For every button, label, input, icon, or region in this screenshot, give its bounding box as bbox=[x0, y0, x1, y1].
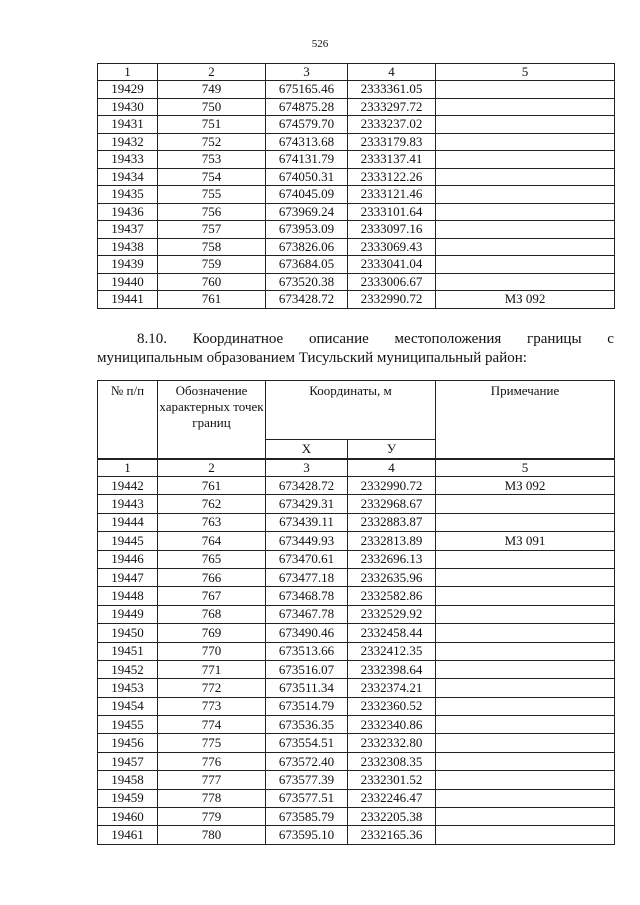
cell-y: 2332340.86 bbox=[348, 716, 436, 734]
cell-num: 19453 bbox=[98, 679, 158, 697]
cell-note bbox=[436, 116, 615, 134]
cell-x: 673467.78 bbox=[266, 605, 348, 623]
cell-note: МЗ 092 bbox=[436, 291, 615, 309]
cell-x: 673490.46 bbox=[266, 624, 348, 642]
cell-x: 674050.31 bbox=[266, 168, 348, 186]
cell-y: 2333121.46 bbox=[348, 186, 436, 204]
cell-num: 19439 bbox=[98, 256, 158, 274]
cell-note bbox=[436, 605, 615, 623]
cell-note bbox=[436, 716, 615, 734]
cell-x: 674045.09 bbox=[266, 186, 348, 204]
cell-note bbox=[436, 752, 615, 770]
table-row bbox=[98, 826, 615, 844]
cell-note bbox=[436, 513, 615, 531]
table-row bbox=[98, 642, 615, 660]
cell-note bbox=[436, 660, 615, 678]
table-row bbox=[98, 532, 615, 550]
column-number: 3 bbox=[266, 459, 348, 477]
cell-x: 673684.05 bbox=[266, 256, 348, 274]
cell-num: 19443 bbox=[98, 495, 158, 513]
cell-y: 2332968.67 bbox=[348, 495, 436, 513]
cell-x: 673595.10 bbox=[266, 826, 348, 844]
cell-note bbox=[436, 624, 615, 642]
cell-point: 764 bbox=[158, 532, 266, 550]
table-row bbox=[98, 808, 615, 826]
header-y: У bbox=[348, 440, 436, 460]
header-x: X bbox=[266, 440, 348, 460]
table-row bbox=[98, 186, 615, 204]
cell-y: 2332360.52 bbox=[348, 697, 436, 715]
cell-x: 673477.18 bbox=[266, 568, 348, 586]
cell-y: 2332332.80 bbox=[348, 734, 436, 752]
table-row bbox=[98, 697, 615, 715]
cell-y: 2332883.87 bbox=[348, 513, 436, 531]
cell-y: 2332374.21 bbox=[348, 679, 436, 697]
cell-point: 753 bbox=[158, 151, 266, 169]
cell-num: 19431 bbox=[98, 116, 158, 134]
cell-y: 2332990.72 bbox=[348, 291, 436, 309]
cell-y: 2333361.05 bbox=[348, 81, 436, 99]
cell-point: 775 bbox=[158, 734, 266, 752]
cell-x: 673577.51 bbox=[266, 789, 348, 807]
cell-point: 763 bbox=[158, 513, 266, 531]
cell-point: 759 bbox=[158, 256, 266, 274]
cell-point: 758 bbox=[158, 238, 266, 256]
cell-x: 673826.06 bbox=[266, 238, 348, 256]
cell-note bbox=[436, 256, 615, 274]
cell-num: 19451 bbox=[98, 642, 158, 660]
cell-y: 2332205.38 bbox=[348, 808, 436, 826]
table-row bbox=[98, 203, 615, 221]
cell-note bbox=[436, 151, 615, 169]
cell-y: 2333122.26 bbox=[348, 168, 436, 186]
coordinates-table bbox=[97, 380, 615, 845]
cell-x: 673969.24 bbox=[266, 203, 348, 221]
table-row bbox=[98, 752, 615, 770]
cell-x: 674131.79 bbox=[266, 151, 348, 169]
cell-y: 2332412.35 bbox=[348, 642, 436, 660]
cell-point: 767 bbox=[158, 587, 266, 605]
cell-x: 673516.07 bbox=[266, 660, 348, 678]
cell-y: 2333137.41 bbox=[348, 151, 436, 169]
table-row bbox=[98, 513, 615, 531]
paragraph-line-2: муниципальным образованием Тисульский муниципальный район: bbox=[97, 350, 527, 366]
cell-num: 19458 bbox=[98, 771, 158, 789]
cell-point: 756 bbox=[158, 203, 266, 221]
cell-point: 777 bbox=[158, 771, 266, 789]
header-designation: Обозначение характерных точек границ bbox=[158, 381, 266, 460]
cell-x: 673514.79 bbox=[266, 697, 348, 715]
cell-note bbox=[436, 133, 615, 151]
cell-point: 755 bbox=[158, 186, 266, 204]
column-number-row bbox=[98, 459, 615, 477]
table-row bbox=[98, 477, 615, 495]
cell-y: 2332165.36 bbox=[348, 826, 436, 844]
cell-point: 754 bbox=[158, 168, 266, 186]
cell-num: 19441 bbox=[98, 291, 158, 309]
column-number-row bbox=[98, 64, 615, 81]
cell-note bbox=[436, 771, 615, 789]
cell-point: 776 bbox=[158, 752, 266, 770]
cell-x: 674579.70 bbox=[266, 116, 348, 134]
coordinates-table-continued bbox=[97, 63, 615, 309]
column-number: 1 bbox=[98, 64, 158, 81]
table-row bbox=[98, 221, 615, 239]
cell-point: 766 bbox=[158, 568, 266, 586]
cell-x: 673572.40 bbox=[266, 752, 348, 770]
cell-num: 19449 bbox=[98, 605, 158, 623]
cell-note bbox=[436, 642, 615, 660]
cell-num: 19460 bbox=[98, 808, 158, 826]
cell-note bbox=[436, 789, 615, 807]
cell-note bbox=[436, 221, 615, 239]
cell-x: 673428.72 bbox=[266, 291, 348, 309]
cell-y: 2333097.16 bbox=[348, 221, 436, 239]
cell-num: 19461 bbox=[98, 826, 158, 844]
cell-note bbox=[436, 550, 615, 568]
cell-num: 19435 bbox=[98, 186, 158, 204]
cell-num: 19447 bbox=[98, 568, 158, 586]
paragraph-word: Координатное bbox=[192, 331, 284, 347]
cell-note bbox=[436, 98, 615, 116]
cell-num: 19429 bbox=[98, 81, 158, 99]
cell-note bbox=[436, 587, 615, 605]
cell-note bbox=[436, 203, 615, 221]
cell-point: 769 bbox=[158, 624, 266, 642]
column-number: 3 bbox=[266, 64, 348, 81]
cell-note: МЗ 091 bbox=[436, 532, 615, 550]
table-row bbox=[98, 568, 615, 586]
table-row bbox=[98, 734, 615, 752]
cell-point: 752 bbox=[158, 133, 266, 151]
cell-point: 780 bbox=[158, 826, 266, 844]
column-number: 4 bbox=[348, 459, 436, 477]
cell-y: 2332582.86 bbox=[348, 587, 436, 605]
cell-y: 2333237.02 bbox=[348, 116, 436, 134]
cell-num: 19459 bbox=[98, 789, 158, 807]
cell-num: 19457 bbox=[98, 752, 158, 770]
cell-num: 19452 bbox=[98, 660, 158, 678]
cell-num: 19434 bbox=[98, 168, 158, 186]
table-row bbox=[98, 550, 615, 568]
paragraph-word: с bbox=[607, 331, 614, 347]
table-row bbox=[98, 151, 615, 169]
column-number: 5 bbox=[436, 459, 615, 477]
table-row bbox=[98, 168, 615, 186]
cell-point: 762 bbox=[158, 495, 266, 513]
cell-y: 2333101.64 bbox=[348, 203, 436, 221]
table-row bbox=[98, 273, 615, 291]
cell-point: 765 bbox=[158, 550, 266, 568]
cell-note bbox=[436, 168, 615, 186]
cell-note bbox=[436, 81, 615, 99]
table-row bbox=[98, 238, 615, 256]
cell-x: 673536.35 bbox=[266, 716, 348, 734]
cell-num: 19440 bbox=[98, 273, 158, 291]
cell-num: 19436 bbox=[98, 203, 158, 221]
cell-y: 2332301.52 bbox=[348, 771, 436, 789]
cell-point: 749 bbox=[158, 81, 266, 99]
cell-point: 779 bbox=[158, 808, 266, 826]
cell-y: 2332398.64 bbox=[348, 660, 436, 678]
cell-note bbox=[436, 826, 615, 844]
cell-point: 771 bbox=[158, 660, 266, 678]
cell-x: 673468.78 bbox=[266, 587, 348, 605]
cell-x: 674875.28 bbox=[266, 98, 348, 116]
table-row bbox=[98, 716, 615, 734]
cell-point: 761 bbox=[158, 291, 266, 309]
section-paragraph bbox=[97, 330, 614, 368]
cell-x: 673577.39 bbox=[266, 771, 348, 789]
cell-y: 2332529.92 bbox=[348, 605, 436, 623]
header-num: № п/п bbox=[98, 381, 158, 460]
paragraph-word: 8.10. bbox=[137, 331, 167, 347]
column-number: 4 bbox=[348, 64, 436, 81]
cell-num: 19432 bbox=[98, 133, 158, 151]
column-number: 5 bbox=[436, 64, 615, 81]
coordinates-table-body bbox=[98, 64, 615, 309]
table-row bbox=[98, 81, 615, 99]
cell-y: 2332458.44 bbox=[348, 624, 436, 642]
cell-num: 19437 bbox=[98, 221, 158, 239]
table-header-row bbox=[98, 381, 615, 440]
cell-x: 673429.31 bbox=[266, 495, 348, 513]
column-number: 2 bbox=[158, 64, 266, 81]
cell-num: 19450 bbox=[98, 624, 158, 642]
cell-num: 19444 bbox=[98, 513, 158, 531]
paragraph-word: границы bbox=[527, 331, 582, 347]
cell-y: 2333179.83 bbox=[348, 133, 436, 151]
cell-note bbox=[436, 186, 615, 204]
cell-x: 674313.68 bbox=[266, 133, 348, 151]
column-number: 2 bbox=[158, 459, 266, 477]
cell-point: 761 bbox=[158, 477, 266, 495]
cell-y: 2332635.96 bbox=[348, 568, 436, 586]
cell-note bbox=[436, 273, 615, 291]
cell-num: 19454 bbox=[98, 697, 158, 715]
cell-x: 673470.61 bbox=[266, 550, 348, 568]
table-row bbox=[98, 789, 615, 807]
coordinates-table-body bbox=[98, 459, 615, 844]
cell-num: 19430 bbox=[98, 98, 158, 116]
cell-x: 673428.72 bbox=[266, 477, 348, 495]
cell-y: 2333041.04 bbox=[348, 256, 436, 274]
table-row bbox=[98, 587, 615, 605]
paragraph-word: описание bbox=[308, 331, 369, 347]
cell-note bbox=[436, 568, 615, 586]
cell-y: 2333006.67 bbox=[348, 273, 436, 291]
cell-note bbox=[436, 734, 615, 752]
header-note: Примечание bbox=[436, 381, 615, 460]
cell-x: 673953.09 bbox=[266, 221, 348, 239]
table-row bbox=[98, 624, 615, 642]
table-row bbox=[98, 679, 615, 697]
table-row bbox=[98, 116, 615, 134]
cell-y: 2333069.43 bbox=[348, 238, 436, 256]
table-row bbox=[98, 771, 615, 789]
cell-point: 757 bbox=[158, 221, 266, 239]
cell-x: 675165.46 bbox=[266, 81, 348, 99]
cell-point: 768 bbox=[158, 605, 266, 623]
cell-x: 673449.93 bbox=[266, 532, 348, 550]
cell-num: 19456 bbox=[98, 734, 158, 752]
header-coords: Координаты, м bbox=[266, 381, 436, 440]
cell-y: 2332813.89 bbox=[348, 532, 436, 550]
cell-num: 19433 bbox=[98, 151, 158, 169]
cell-point: 770 bbox=[158, 642, 266, 660]
table-row bbox=[98, 495, 615, 513]
cell-num: 19448 bbox=[98, 587, 158, 605]
paragraph-word: местоположения bbox=[394, 331, 502, 347]
table-row bbox=[98, 605, 615, 623]
paragraph-line-1 bbox=[97, 330, 614, 349]
cell-point: 750 bbox=[158, 98, 266, 116]
cell-x: 673585.79 bbox=[266, 808, 348, 826]
column-number: 1 bbox=[98, 459, 158, 477]
cell-y: 2332308.35 bbox=[348, 752, 436, 770]
cell-num: 19445 bbox=[98, 532, 158, 550]
cell-num: 19438 bbox=[98, 238, 158, 256]
page-number: 526 bbox=[311, 38, 329, 50]
cell-num: 19455 bbox=[98, 716, 158, 734]
cell-num: 19442 bbox=[98, 477, 158, 495]
cell-point: 760 bbox=[158, 273, 266, 291]
cell-note bbox=[436, 697, 615, 715]
cell-point: 774 bbox=[158, 716, 266, 734]
table-row bbox=[98, 256, 615, 274]
cell-x: 673554.51 bbox=[266, 734, 348, 752]
cell-y: 2332696.13 bbox=[348, 550, 436, 568]
cell-note bbox=[436, 495, 615, 513]
cell-point: 773 bbox=[158, 697, 266, 715]
cell-note: МЗ 092 bbox=[436, 477, 615, 495]
cell-num: 19446 bbox=[98, 550, 158, 568]
cell-y: 2333297.72 bbox=[348, 98, 436, 116]
cell-point: 778 bbox=[158, 789, 266, 807]
cell-x: 673520.38 bbox=[266, 273, 348, 291]
cell-point: 772 bbox=[158, 679, 266, 697]
cell-y: 2332990.72 bbox=[348, 477, 436, 495]
table-row bbox=[98, 133, 615, 151]
cell-x: 673511.34 bbox=[266, 679, 348, 697]
cell-note bbox=[436, 238, 615, 256]
cell-note bbox=[436, 808, 615, 826]
cell-y: 2332246.47 bbox=[348, 789, 436, 807]
table-row bbox=[98, 98, 615, 116]
cell-x: 673513.66 bbox=[266, 642, 348, 660]
table-row bbox=[98, 660, 615, 678]
cell-x: 673439.11 bbox=[266, 513, 348, 531]
table-row bbox=[98, 291, 615, 309]
cell-point: 751 bbox=[158, 116, 266, 134]
cell-note bbox=[436, 679, 615, 697]
